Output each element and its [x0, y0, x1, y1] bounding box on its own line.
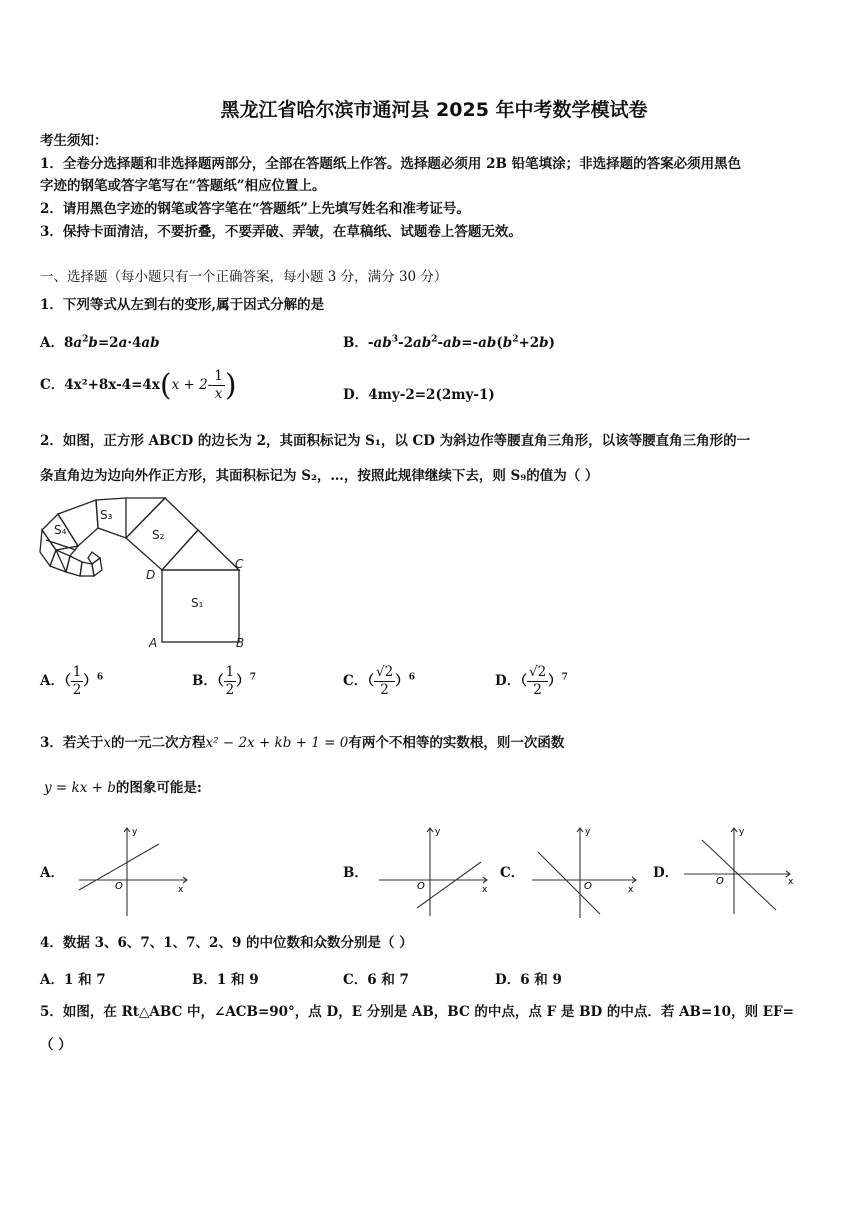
origin-label: O — [584, 881, 592, 892]
q2-option-c-denominator: 2 — [380, 682, 389, 698]
q3-stem-d: 的图象可能是: — [115, 780, 202, 796]
q2-option-d-close: ） — [548, 673, 562, 689]
triangle-cd — [162, 530, 239, 570]
q3-option-a-label: A． — [40, 865, 64, 881]
q2-option-a-close: ） — [83, 673, 97, 689]
axis-x-label: x — [178, 885, 184, 895]
notice-item-2: 2．请用黑色字迹的钢笔或答字笔在“答题纸”上先填写姓名和准考证号。 — [40, 201, 470, 217]
origin-label: O — [115, 881, 123, 892]
q1-option-d — [343, 383, 495, 403]
origin-label: O — [417, 881, 425, 892]
q3-graph-c — [528, 822, 648, 920]
origin-label: O — [716, 876, 724, 887]
label-s1: S₁ — [191, 596, 204, 610]
q5-line-2: （ ） — [40, 1037, 72, 1053]
label-d: D — [146, 568, 156, 582]
q1-option-b-text: $-ab^3-2ab^2-ab=-ab(b^2+2b)$ — [367, 334, 556, 351]
q3-var-x: x — [103, 735, 112, 751]
q1-stem: 1．下列等式从左到右的变形,属于因式分解的是 — [40, 297, 325, 313]
q2-option-b-exponent: 7 — [249, 672, 257, 683]
q3-option-d-label: D． — [653, 865, 679, 881]
function-line — [702, 840, 776, 910]
q1-option-d-label: D． — [343, 387, 369, 403]
q4-option-a: A．1 和 7 — [40, 972, 106, 988]
q3-graph-b — [375, 822, 495, 920]
q4-option-c: C．6 和 7 — [343, 972, 409, 988]
q2-option-b-label: B．（ — [192, 673, 224, 689]
q1-option-c-inner: x + 2- — [171, 377, 213, 393]
q3-graph-d — [680, 822, 800, 920]
label-s3: S₃ — [100, 508, 113, 522]
q3-stem-line-2 — [44, 779, 202, 797]
q3-option-c-label: C． — [500, 865, 525, 881]
q2-line-1: 2．如图，正方形 ABCD 的边长为 2，其面积标记为 S₁，以 CD 为斜边作等腰直角三角形，以该等腰直角三角形的一 — [40, 433, 751, 449]
q3-equation: x² − 2x + kb + 1 = 0 — [205, 735, 349, 751]
q2-option-d-numerator: √2 — [528, 664, 547, 680]
function-line — [417, 862, 481, 908]
axis-y-label: y — [585, 827, 591, 837]
q1-option-c: C．4x²+8x-4=4x(x + 2- $\frac{1}{x}$ ) — [40, 368, 237, 403]
axis-y-label: y — [739, 827, 745, 837]
q4-option-b: B．1 和 9 — [192, 972, 259, 988]
q5-line-1: 5．如图，在 Rt△ABC 中，∠ACB=90°，点 D，E 分别是 AB，BC 的中点，点 F 是 BD 的中点．若 AB=10，则 EF= — [40, 1004, 794, 1020]
q2-option-c-exponent: 6 — [408, 672, 415, 683]
q4-option-d: D．6 和 9 — [495, 972, 562, 988]
square-s8 — [66, 556, 82, 576]
q3-stem-c: 有两个不相等的实数根，则一次函数 — [348, 735, 565, 751]
q4-stem: 4．数据 3、6、7、1、7、2、9 的中位数和众数分别是（ ） — [40, 935, 413, 951]
label-s4: S₄ — [54, 523, 67, 537]
q2-option-d-denominator: 2 — [533, 682, 542, 698]
q2-option-c-label: C．（ — [343, 673, 374, 689]
axis-x-label: x — [788, 877, 794, 887]
label-s2: S₂ — [152, 528, 165, 542]
notice-heading: 考生须知： — [40, 133, 108, 149]
q1-option-c-prefix: 4x²+8x-4=4x — [64, 377, 160, 393]
label-c: C — [235, 557, 244, 571]
axis-x-label: x — [482, 885, 488, 895]
q1-option-c-denominator: x — [214, 386, 223, 402]
label-a: A — [149, 636, 158, 650]
section-heading: 一、选择题（每小题只有一个正确答案，每小题 3 分，满分 30 分） — [40, 269, 448, 285]
q2-line-2: 条直角边为边向外作正方形，其面积标记为 S₂，…，按照此规律继续下去，则 S₉的值为（ ） — [40, 468, 599, 484]
q2-option-b — [192, 664, 256, 699]
q1-option-a — [40, 331, 160, 351]
q1-option-a-label: A． — [40, 335, 64, 351]
q2-option-d — [495, 664, 568, 699]
q2-option-b-numerator: 1 — [225, 664, 235, 680]
axis-y-label: y — [132, 827, 138, 837]
q3-stem-line-1 — [40, 734, 564, 752]
notice-item-1-line-1: 1．全卷分选择题和非选择题两部分，全部在答题纸上作答。选择题必须用 2B 铅笔填涂；非选择题的答案必须用黑色 — [40, 156, 742, 172]
q3-stem-a: 3．若关于 — [40, 735, 104, 751]
q2-option-c — [343, 664, 415, 699]
notice-item-1-line-2: 字迹的钢笔或答字笔写在“答题纸”相应位置上。 — [40, 178, 326, 194]
q2-option-b-close: ） — [236, 673, 250, 689]
q2-option-a-denominator: 2 — [72, 682, 82, 698]
q3-graph-a — [75, 822, 195, 920]
q2-option-a-exponent: 6 — [96, 672, 104, 683]
square-s11 — [88, 552, 100, 564]
notice-item-3: 3．保持卡面清洁，不要折叠，不要弄破、弄皱，在草稿纸、试题卷上答题无效。 — [40, 224, 522, 240]
axis-x-label: x — [628, 885, 634, 895]
q1-option-d-text: 4my-2=2(2my-1) — [368, 387, 495, 403]
q2-option-d-label: D．（ — [495, 673, 527, 689]
q2-option-a-label: A．（ — [40, 673, 71, 689]
q1-option-c-label: C． — [40, 377, 65, 393]
q2-option-d-exponent: 7 — [561, 672, 568, 683]
q2-option-a-numerator: 1 — [72, 664, 82, 680]
q2-option-b-denominator: 2 — [225, 682, 235, 698]
q3-option-b-label: B． — [343, 865, 368, 881]
q2-option-c-numerator: √2 — [376, 664, 394, 680]
label-b: B — [236, 636, 245, 650]
q2-square-spiral-figure — [36, 492, 266, 657]
q3-func: y = kx + b — [44, 780, 116, 796]
q1-option-a-text: $8a^2b=2a\cdot 4ab$ — [63, 334, 160, 351]
q2-option-c-close: ） — [395, 673, 409, 689]
q1-option-c-numerator: 1 — [214, 368, 223, 384]
axis-y-label: y — [435, 827, 441, 837]
page-title: 黑龙江省哈尔滨市通河县 2025 年中考数学模试卷 — [220, 99, 648, 121]
q1-option-b-label: B． — [343, 335, 368, 351]
q1-option-b — [343, 331, 555, 351]
q2-option-a — [40, 664, 103, 699]
q3-stem-b: 的一元二次方程 — [111, 735, 206, 751]
